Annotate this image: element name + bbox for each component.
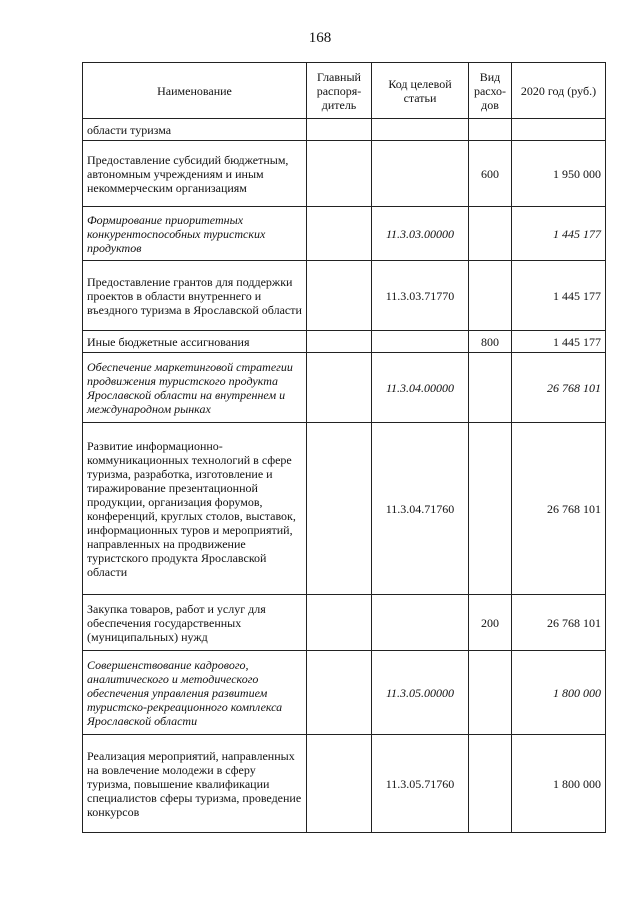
cell-code [372, 119, 469, 141]
page-number: 168 [308, 30, 332, 46]
cell-code: 11.3.04.71760 [372, 423, 469, 595]
cell-code: 11.3.05.71760 [372, 735, 469, 833]
cell-admin [307, 119, 372, 141]
cell-admin [307, 423, 372, 595]
table-row [83, 331, 606, 353]
table-header-row [83, 63, 606, 119]
header-amount: 2020 год (руб.) [512, 63, 606, 119]
header-name: Наименование [83, 63, 307, 119]
header-admin: Главный распоря-дитель [307, 63, 372, 119]
cell-name: Развитие информационно-коммуникационных технологий в сфере туризма, разработка, изготовление и тиражирование презентационной продукции, организация форумов, конференций, круглых столов, выставок, информационных туров и мероприятий, направленных на продвижение туристского продукта Ярославской области [83, 423, 307, 595]
header-code: Код целевой статьи [372, 63, 469, 119]
cell-amount: 1 800 000 [512, 735, 606, 833]
cell-admin [307, 353, 372, 423]
cell-type [469, 353, 512, 423]
cell-type [469, 119, 512, 141]
cell-admin [307, 331, 372, 353]
cell-type [469, 651, 512, 735]
cell-name: Обеспечение маркетинговой стратегии продвижения туристского продукта Ярославской области на внутреннем и международном рынках [83, 353, 307, 423]
budget-table [82, 62, 606, 833]
cell-amount: 1 445 177 [512, 331, 606, 353]
cell-type: 600 [469, 141, 512, 207]
cell-name: области туризма [83, 119, 307, 141]
cell-name: Формирование приоритетных конкурентоспособных туристских продуктов [83, 207, 307, 261]
cell-name: Совершенствование кадрового, аналитического и методического обеспечения управления развитием туристско-рекреационного комплекса Ярославской области [83, 651, 307, 735]
cell-amount: 1 950 000 [512, 141, 606, 207]
cell-code: 11.3.03.00000 [372, 207, 469, 261]
cell-code [372, 595, 469, 651]
cell-type [469, 207, 512, 261]
cell-code [372, 331, 469, 353]
cell-code: 11.3.03.71770 [372, 261, 469, 331]
cell-name: Реализация мероприятий, направленных на вовлечение молодежи в сферу туризма, повышение квалификации специалистов сферы туризма, проведение конкурсов [83, 735, 307, 833]
cell-admin [307, 595, 372, 651]
cell-amount: 26 768 101 [512, 595, 606, 651]
cell-name: Предоставление субсидий бюджетным, автономным учреждениям и иным некоммерческим организациям [83, 141, 307, 207]
cell-code: 11.3.04.00000 [372, 353, 469, 423]
cell-admin [307, 141, 372, 207]
cell-admin [307, 261, 372, 331]
cell-type: 200 [469, 595, 512, 651]
table-row [83, 595, 606, 651]
table-row [83, 735, 606, 833]
cell-name: Закупка товаров, работ и услуг для обеспечения государственных (муниципальных) нужд [83, 595, 307, 651]
table-row [83, 119, 606, 141]
cell-type: 800 [469, 331, 512, 353]
cell-amount: 1 800 000 [512, 651, 606, 735]
cell-admin [307, 735, 372, 833]
cell-admin [307, 651, 372, 735]
cell-admin [307, 207, 372, 261]
cell-name: Предоставление грантов для поддержки проектов в области внутреннего и въездного туризма в Ярославской области [83, 261, 307, 331]
table-row [83, 207, 606, 261]
cell-name: Иные бюджетные ассигнования [83, 331, 307, 353]
cell-amount: 26 768 101 [512, 353, 606, 423]
cell-type [469, 423, 512, 595]
cell-type [469, 261, 512, 331]
cell-type [469, 735, 512, 833]
cell-code: 11.3.05.00000 [372, 651, 469, 735]
cell-amount: 1 445 177 [512, 261, 606, 331]
cell-amount [512, 119, 606, 141]
table-row [83, 141, 606, 207]
cell-code [372, 141, 469, 207]
table-row [83, 651, 606, 735]
header-type: Вид расхо-дов [469, 63, 512, 119]
cell-amount: 1 445 177 [512, 207, 606, 261]
table-row [83, 423, 606, 595]
cell-amount: 26 768 101 [512, 423, 606, 595]
table-row [83, 353, 606, 423]
table-row [83, 261, 606, 331]
